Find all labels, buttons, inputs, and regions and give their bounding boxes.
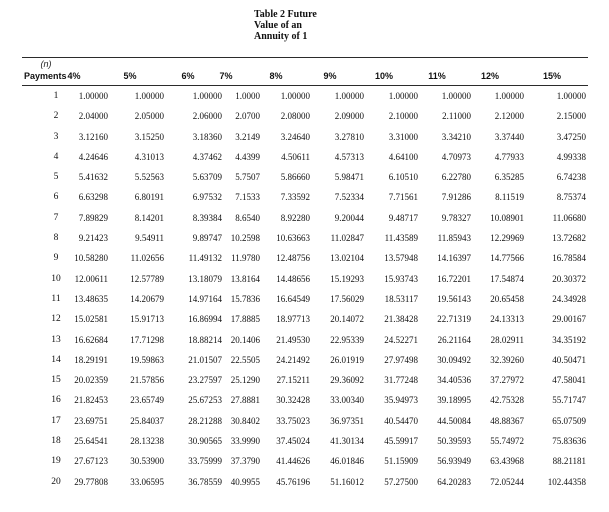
value-cell: 4.70973	[441, 151, 471, 162]
value-cell: 29.77808	[74, 476, 108, 487]
value-cell: 35.94973	[384, 395, 418, 406]
value-cell: 1.00000	[134, 91, 164, 101]
header-row	[0, 71, 609, 83]
value-cell: 56.93949	[437, 456, 471, 467]
value-cell: 2.11000	[442, 111, 471, 122]
rate-header-5pct: 5%	[123, 71, 137, 81]
value-cell: 28.13238	[130, 436, 164, 447]
value-cell: 30.8402	[230, 415, 260, 426]
value-cell: 30.53900	[130, 456, 164, 467]
value-cell: 3.27810	[334, 131, 364, 142]
value-cell: 13.18079	[188, 273, 222, 284]
table-row	[0, 456, 609, 476]
title-line-1: Table 2 Future	[254, 9, 317, 20]
value-cell: 25.1290	[230, 375, 260, 386]
value-cell: 27.67123	[74, 456, 108, 467]
value-cell: 10.58280	[74, 253, 108, 264]
value-cell: 50.39593	[437, 436, 471, 447]
n-label: (n)	[40, 59, 52, 69]
value-cell: 16.62684	[74, 334, 108, 345]
rate-header-9pct: 9%	[323, 71, 337, 81]
title-line-3: Annuity of 1	[254, 31, 308, 42]
value-cell: 4.31013	[134, 151, 164, 162]
value-cell: 11.85943	[437, 233, 471, 244]
value-cell: 11.49132	[188, 253, 222, 264]
value-cell: 3.37440	[494, 131, 524, 142]
value-cell: 20.30372	[552, 273, 586, 284]
value-cell: 6.80191	[134, 192, 164, 203]
value-cell: 3.2149	[235, 131, 260, 142]
value-cell: 27.15211	[276, 375, 310, 386]
value-cell: 6.35285	[494, 172, 524, 183]
value-cell: 20.14072	[330, 314, 364, 325]
value-cell: 14.77566	[490, 253, 524, 264]
value-cell: 14.16397	[437, 253, 471, 264]
payments-cell: 4	[53, 151, 59, 162]
value-cell: 21.57856	[130, 375, 164, 386]
table-row	[0, 335, 609, 355]
value-cell: 2.05000	[134, 111, 164, 122]
value-cell: 11.02656	[130, 253, 164, 264]
value-cell: 8.6540	[235, 212, 260, 223]
value-cell: 55.71747	[552, 395, 586, 406]
value-cell: 1.00000	[556, 91, 586, 101]
value-cell: 64.20283	[437, 476, 471, 487]
value-cell: 19.56143	[437, 293, 471, 304]
value-cell: 1.00000	[192, 91, 222, 101]
value-cell: 11.02847	[330, 233, 364, 244]
value-cell: 8.92280	[280, 212, 310, 223]
rate-header-11pct: 11%	[428, 71, 446, 81]
value-cell: 4.77933	[494, 151, 524, 162]
value-cell: 2.0700	[235, 111, 260, 122]
value-cell: 34.40536	[437, 375, 471, 386]
rate-header-7pct: 7%	[219, 71, 233, 81]
value-cell: 13.57948	[384, 253, 418, 264]
value-cell: 13.72682	[552, 233, 586, 244]
value-cell: 20.65458	[490, 293, 524, 304]
table-row	[0, 192, 609, 212]
value-cell: 10.63663	[276, 233, 310, 244]
value-cell: 29.36092	[330, 375, 364, 386]
header-rule	[22, 85, 588, 86]
value-cell: 25.64541	[74, 436, 108, 447]
payments-cell: 5	[53, 172, 59, 183]
value-cell: 1.00000	[441, 91, 471, 101]
payments-cell: 15	[51, 375, 61, 386]
value-cell: 72.05244	[490, 476, 524, 487]
rate-header-4pct: 4%	[67, 71, 81, 81]
value-cell: 3.31000	[388, 131, 418, 142]
value-cell: 4.57313	[334, 151, 364, 162]
value-cell: 4.50611	[281, 151, 310, 162]
value-cell: 13.48635	[74, 293, 108, 304]
value-cell: 1.00000	[388, 91, 418, 101]
value-cell: 31.77248	[384, 375, 418, 386]
value-cell: 37.3790	[230, 456, 260, 467]
value-cell: 7.1533	[235, 192, 260, 203]
value-cell: 3.15250	[134, 131, 164, 142]
value-cell: 28.02911	[490, 334, 524, 345]
value-cell: 39.18995	[437, 395, 471, 406]
table-row	[0, 111, 609, 131]
value-cell: 7.71561	[388, 192, 418, 203]
value-cell: 88.21181	[552, 456, 586, 467]
value-cell: 2.12000	[494, 111, 524, 122]
payments-cell: 6	[53, 192, 59, 203]
value-cell: 18.97713	[276, 314, 310, 325]
value-cell: 14.20679	[130, 293, 164, 304]
value-cell: 15.19293	[330, 273, 364, 284]
value-cell: 4.24646	[78, 151, 108, 162]
rate-header-12pct: 12%	[480, 71, 499, 81]
table-row	[0, 355, 609, 375]
value-cell: 3.24640	[280, 131, 310, 142]
value-cell: 10.2598	[230, 233, 260, 244]
value-cell: 11.9780	[231, 253, 260, 264]
value-cell: 24.52271	[384, 334, 418, 345]
value-cell: 3.18360	[192, 131, 222, 142]
value-cell: 4.64100	[388, 151, 418, 162]
value-cell: 36.78559	[188, 476, 222, 487]
value-cell: 26.01919	[330, 354, 364, 365]
value-cell: 45.76196	[276, 476, 310, 487]
table-row	[0, 253, 609, 273]
table-row	[0, 294, 609, 314]
value-cell: 9.21423	[78, 233, 108, 244]
value-cell: 8.11519	[495, 192, 524, 203]
value-cell: 12.29969	[490, 233, 524, 244]
value-cell: 1.0000	[235, 91, 260, 101]
value-cell: 6.22780	[441, 172, 471, 183]
value-cell: 28.21288	[188, 415, 222, 426]
value-cell: 15.02581	[74, 314, 108, 325]
value-cell: 7.52334	[334, 192, 364, 203]
value-cell: 5.41632	[78, 172, 108, 183]
value-cell: 1.00000	[334, 91, 364, 101]
value-cell: 12.57789	[130, 273, 164, 284]
value-cell: 1.00000	[78, 91, 108, 101]
table-row	[0, 375, 609, 395]
value-cell: 21.38428	[384, 314, 418, 325]
value-cell: 41.30134	[330, 436, 364, 447]
value-cell: 30.32428	[276, 395, 310, 406]
value-cell: 3.47250	[556, 131, 586, 142]
rate-header-6pct: 6%	[181, 71, 195, 81]
value-cell: 5.52563	[134, 172, 164, 183]
payments-cell: 2	[53, 111, 59, 122]
value-cell: 14.97164	[188, 293, 222, 304]
table-row	[0, 477, 609, 497]
table-row	[0, 152, 609, 172]
value-cell: 8.14201	[134, 212, 164, 223]
value-cell: 9.78327	[441, 212, 471, 223]
value-cell: 51.16012	[330, 476, 364, 487]
value-cell: 5.63709	[192, 172, 222, 183]
value-cell: 2.04000	[78, 111, 108, 122]
value-cell: 2.10000	[388, 111, 418, 122]
value-cell: 21.49530	[276, 334, 310, 345]
value-cell: 42.75328	[490, 395, 524, 406]
value-cell: 1.00000	[280, 91, 310, 101]
value-cell: 2.15000	[556, 111, 586, 122]
payments-cell: 11	[51, 293, 61, 304]
value-cell: 63.43968	[490, 456, 524, 467]
value-cell: 45.59917	[384, 436, 418, 447]
value-cell: 12.00611	[74, 273, 108, 284]
rate-header-10pct: 10%	[374, 71, 393, 81]
value-cell: 21.82453	[74, 395, 108, 406]
table-row	[0, 274, 609, 294]
value-cell: 4.99338	[556, 151, 586, 162]
value-cell: 2.06000	[192, 111, 222, 122]
value-cell: 40.50471	[552, 354, 586, 365]
value-cell: 6.10510	[388, 172, 418, 183]
value-cell: 7.89829	[78, 212, 108, 223]
value-cell: 15.7836	[230, 293, 260, 304]
value-cell: 40.9955	[230, 476, 260, 487]
value-cell: 11.06680	[552, 212, 586, 223]
value-cell: 16.64549	[276, 293, 310, 304]
value-cell: 20.1406	[230, 334, 260, 345]
table-row	[0, 213, 609, 233]
rate-header-8pct: 8%	[269, 71, 283, 81]
value-cell: 30.90565	[188, 436, 222, 447]
value-cell: 4.4399	[235, 151, 260, 162]
value-cell: 22.5505	[230, 354, 260, 365]
value-cell: 51.15909	[384, 456, 418, 467]
value-cell: 23.65749	[130, 395, 164, 406]
payments-cell: 3	[53, 131, 59, 142]
value-cell: 27.97498	[384, 354, 418, 365]
value-cell: 33.06595	[130, 476, 164, 487]
value-cell: 9.20044	[334, 212, 364, 223]
value-cell: 9.54911	[135, 233, 164, 244]
value-cell: 2.09000	[334, 111, 364, 122]
value-cell: 30.09492	[437, 354, 471, 365]
value-cell: 27.8881	[230, 395, 260, 406]
value-cell: 18.53117	[384, 293, 418, 304]
payments-header: Payments	[24, 71, 67, 81]
value-cell: 15.93743	[384, 273, 418, 284]
value-cell: 46.01846	[330, 456, 364, 467]
value-cell: 55.74972	[490, 436, 524, 447]
value-cell: 13.8164	[230, 273, 260, 284]
value-cell: 36.97351	[330, 415, 364, 426]
value-cell: 34.35192	[552, 334, 586, 345]
value-cell: 8.75374	[556, 192, 586, 203]
value-cell: 16.72201	[437, 273, 471, 284]
payments-cell: 19	[51, 456, 61, 467]
value-cell: 16.78584	[552, 253, 586, 264]
value-cell: 23.27597	[188, 375, 222, 386]
value-cell: 57.27500	[384, 476, 418, 487]
value-cell: 3.12160	[78, 131, 108, 142]
value-cell: 33.9990	[230, 436, 260, 447]
value-cell: 17.56029	[330, 293, 364, 304]
value-cell: 12.48756	[276, 253, 310, 264]
payments-cell: 17	[51, 415, 61, 426]
value-cell: 4.37462	[192, 151, 222, 162]
top-rule	[22, 57, 588, 58]
title-line-2: Value of an	[254, 20, 302, 31]
value-cell: 5.98471	[334, 172, 364, 183]
value-cell: 18.88214	[188, 334, 222, 345]
value-cell: 48.88367	[490, 415, 524, 426]
value-cell: 75.83636	[552, 436, 586, 447]
value-cell: 17.8885	[230, 314, 260, 325]
value-cell: 13.02104	[330, 253, 364, 264]
value-cell: 44.50084	[437, 415, 471, 426]
value-cell: 8.39384	[192, 212, 222, 223]
payments-cell: 18	[51, 436, 61, 447]
table-row	[0, 172, 609, 192]
payments-cell: 7	[53, 212, 59, 223]
payments-cell: 10	[51, 273, 61, 284]
value-cell: 23.69751	[74, 415, 108, 426]
table-row	[0, 416, 609, 436]
value-cell: 5.7507	[235, 172, 260, 183]
table-row	[0, 436, 609, 456]
value-cell: 3.34210	[441, 131, 471, 142]
payments-cell: 13	[51, 334, 61, 345]
value-cell: 40.54470	[384, 415, 418, 426]
value-cell: 9.48717	[388, 212, 418, 223]
value-cell: 102.44358	[547, 476, 586, 487]
value-cell: 17.71298	[130, 334, 164, 345]
value-cell: 41.44626	[276, 456, 310, 467]
value-cell: 6.97532	[192, 192, 222, 203]
payments-cell: 9	[53, 253, 59, 264]
payments-cell: 16	[51, 395, 61, 406]
value-cell: 1.00000	[494, 91, 524, 101]
value-cell: 15.91713	[130, 314, 164, 325]
table-body	[0, 91, 609, 497]
payments-cell: 8	[53, 233, 59, 244]
table-row	[0, 132, 609, 152]
value-cell: 14.48656	[276, 273, 310, 284]
value-cell: 9.89747	[192, 233, 222, 244]
value-cell: 19.59863	[130, 354, 164, 365]
payments-cell: 1	[53, 91, 59, 101]
value-cell: 29.00167	[552, 314, 586, 325]
table-title	[254, 9, 364, 42]
value-cell: 11.43589	[384, 233, 418, 244]
value-cell: 16.86994	[188, 314, 222, 325]
value-cell: 33.75999	[188, 456, 222, 467]
value-cell: 7.33592	[280, 192, 310, 203]
value-cell: 2.08000	[280, 111, 310, 122]
rate-header-15pct: 15%	[542, 71, 561, 81]
payments-cell: 20	[51, 476, 61, 487]
payments-cell: 12	[51, 314, 61, 325]
value-cell: 20.02359	[74, 375, 108, 386]
value-cell: 65.07509	[552, 415, 586, 426]
value-cell: 6.74238	[556, 172, 586, 183]
value-cell: 25.67253	[188, 395, 222, 406]
value-cell: 21.01507	[188, 354, 222, 365]
value-cell: 33.75023	[276, 415, 310, 426]
value-cell: 18.29191	[74, 354, 108, 365]
value-cell: 10.08901	[490, 212, 524, 223]
payments-cell: 14	[51, 354, 61, 365]
table-row	[0, 233, 609, 253]
value-cell: 24.34928	[552, 293, 586, 304]
value-cell: 37.45024	[276, 436, 310, 447]
value-cell: 7.91286	[441, 192, 471, 203]
value-cell: 25.84037	[130, 415, 164, 426]
table-row	[0, 314, 609, 334]
table-row	[0, 91, 609, 111]
table-row	[0, 395, 609, 415]
value-cell: 22.71319	[437, 314, 471, 325]
value-cell: 33.00340	[330, 395, 364, 406]
value-cell: 32.39260	[490, 354, 524, 365]
value-cell: 37.27972	[490, 375, 524, 386]
value-cell: 47.58041	[552, 375, 586, 386]
value-cell: 24.13313	[490, 314, 524, 325]
value-cell: 6.63298	[78, 192, 108, 203]
value-cell: 24.21492	[276, 354, 310, 365]
value-cell: 26.21164	[437, 334, 471, 345]
value-cell: 5.86660	[280, 172, 310, 183]
value-cell: 22.95339	[330, 334, 364, 345]
value-cell: 17.54874	[490, 273, 524, 284]
